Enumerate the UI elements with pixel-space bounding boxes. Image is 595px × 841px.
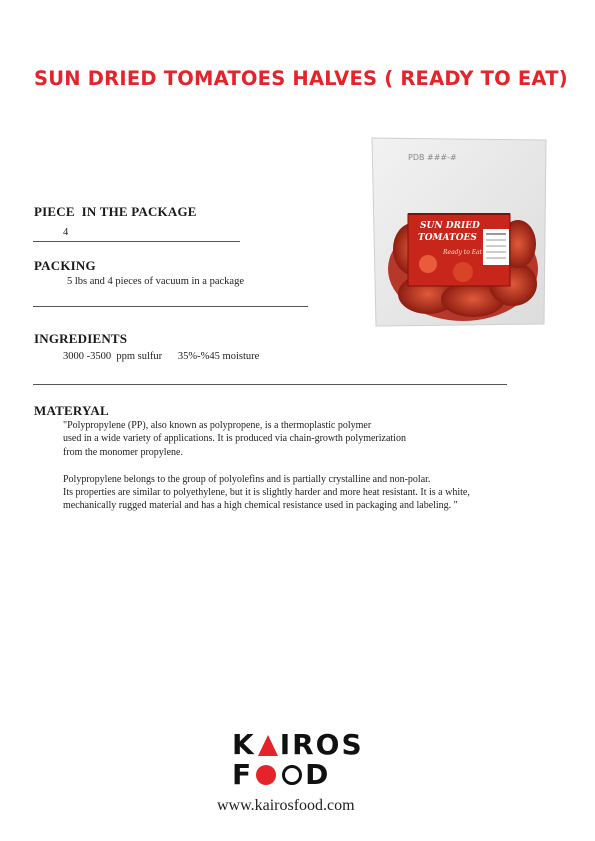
product-image	[368, 134, 551, 330]
bag-code: PDB ###-#	[408, 153, 457, 162]
packing-value: 5 lbs and 4 pieces of vacuum in a package	[67, 276, 244, 287]
materyal-heading: MATERYAL	[34, 403, 109, 418]
ingredients-value: 3000 -3500 ppm sulfur 35%-%45 moisture	[63, 351, 260, 362]
logo-letter-k: K	[232, 728, 256, 761]
ingredients-heading: INGREDIENTS	[34, 331, 128, 346]
logo-letter-f: F	[232, 758, 254, 791]
materyal-line: mechanically rugged material and has a high chemical resistance used in packaging and labeling. "	[63, 500, 458, 512]
packing-divider	[33, 306, 308, 307]
logo-letter-d: D	[305, 758, 331, 791]
circle-outline-icon	[282, 765, 302, 785]
piece-value: 4	[63, 227, 69, 238]
packing-heading: PACKING	[34, 258, 96, 273]
piece-heading: PIECE IN THE PACKAGE	[34, 204, 197, 219]
materyal-text	[63, 419, 573, 513]
ingredients-divider	[33, 384, 507, 385]
materyal-line: "Polypropylene (PP), also known as polypropene, is a thermoplastic polymer	[63, 420, 372, 431]
bag-label-line1: SUN DRIED	[420, 221, 480, 231]
bag-label-line2: TOMATOES	[418, 233, 477, 243]
triangle-icon	[258, 735, 278, 756]
materyal-line: used in a wide variety of applications. It is produced via chain-growth polymerization	[63, 433, 406, 445]
materyal-line: Polypropylene belongs to the group of polyolefins and is partially crystalline and non-polar.	[63, 473, 431, 485]
circle-icon	[256, 765, 276, 785]
materyal-line: Its properties are similar to polyethylene, but it is slightly harder and more heat resistant. It is a white,	[63, 487, 470, 499]
page-title: SUN DRIED TOMATOES HALVES ( READY TO EAT)	[34, 67, 568, 90]
kairos-food-logo	[232, 730, 364, 790]
piece-divider	[33, 241, 240, 242]
materyal-line	[63, 459, 573, 472]
website-link[interactable]: www.kairosfood.com	[217, 797, 355, 814]
logo-text-iros: IROS	[279, 728, 364, 761]
materyal-line: from the monomer propylene.	[63, 446, 183, 458]
bag-label-line3: Ready to Eat	[443, 249, 483, 256]
